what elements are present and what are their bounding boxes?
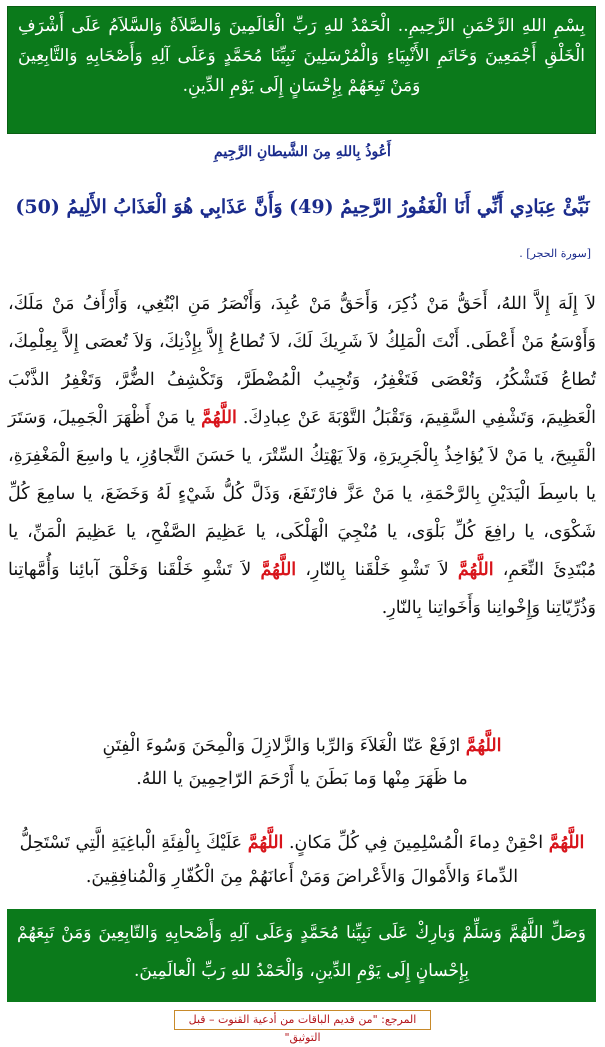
allahumma-highlight: اللَّهُمَّ [548,833,585,853]
main-paragraph-4: لاَ تَشْوِ خَلْقَنا وَخَلْقَ آبائِنا وَأُمَّهاتِنا وَذُرِّيّاتِنا وَإِخْوانِنا وَأَخَواتِنا بِالنّارِ. [8,560,596,618]
intro-banner [7,6,596,134]
main-supplication [8,285,596,627]
dua-protection-text-2: عَلَيْكَ بِالْفِئَةِ الْباغِيَةِ الَّتِي تَسْتَحِلُّ الدِّماءَ وَالأَمْوالَ وَالأَعْراضَ وَمَنْ أَعانَهُمْ مِنَ الْكُفّارِ وَالْمُنافِقِينَ. [19,833,519,887]
istiadha-line: أَعُوذُ بِاللهِ مِنَ الشَّيطانِ الرَّجِيمِ [214,144,391,160]
allahumma-highlight: اللَّهُمَّ [247,833,284,853]
allahumma-highlight: اللَّهُمَّ [201,408,237,428]
dua-protection-text-1: احْقِنْ دِماءَ الْمُسْلِمِينَ فِي كُلِّ مَكانٍ. [288,833,544,853]
dua-relief [8,730,596,796]
dua-relief-line-1 [8,730,596,763]
closing-banner [7,909,596,1002]
main-paragraph-1: لاَ إِلَهَ إِلاَّ اللهُ، أَحَقُّ مَنْ ذُكِرَ، وَأَحَقُّ مَنْ عُبِدَ، وَأَنْصَرُ مَنِ ابْتُغِي، وَأَرْأَفُ مَنْ مَلَكَ، وَأَوْسَعُ مَنْ أَعْطَى. أَنْتَ الْمَلِكُ لاَ شَرِيكَ لَكَ، لاَ تُطاعُ إِلاَّ بِإِذْنِكَ، وَلاَ تُعصَى إِلاَّ بِعِلْمِكَ، تُطاعُ فَتَشْكُرُ، وَتُعْصَى فَتَغْفِرُ، وَتُجِيبُ الْمُضْطَرَّ، وَتَكْشِفُ الضُّرَّ، وَتَغْفِرُ الذَّنْبَ الْعَظِيمَ، وَتَشْفِي السَّقِيمَ، وَتَقْبَلُ التَّوْبَةَ عَنْ عِبادِكَ. [8,294,596,428]
source-reference: المرجع: "من قديم الباقات من أدعية القنوت – قبل التوثيق" [174,1010,431,1030]
allahumma-highlight: اللَّهُمَّ [457,560,494,580]
allahumma-highlight: اللَّهُمَّ [260,560,297,580]
dua-relief-line-2: ما ظَهَرَ مِنْها وَما بَطَنَ يا أَرْحَمَ الرّاحِمِينَ يا اللهُ. [136,769,468,789]
quran-verse: نَبِّئْ عِبَادِي أَنِّي أَنَا الْغَفُورُ الرَّحِيمُ (49) وَأَنَّ عَذَابِي هُوَ الْعَذَابُ الأَلِيمُ (50) [15,196,590,218]
surah-reference: [سورة الحجر] . [519,247,591,260]
closing-text: وَصَلِّ اللَّهُمَّ وَسَلِّمْ وَبارِكْ عَلَى نَبِيِّنا مُحَمَّدٍ وَعَلَى آلِهِ وَأَصْحابِهِ وَالتّابِعِينَ وَمَنْ تَبِعَهُمْ بِإِحْسانٍ إِلَى يَوْمِ الدِّينِ، وَالْحَمْدُ للهِ رَبِّ الْعالَمِينَ. [17,923,586,981]
main-paragraph-3: لاَ تَشْوِ خَلْقَنا بِالنّارِ، [305,560,449,580]
intro-text: بِسْمِ اللهِ الرَّحْمَنِ الرَّحِيمِ.. الْحَمْدُ للهِ رَبِّ الْعَالَمِينَ وَالصَّلاَةُ وَالسَّلاَمُ عَلَى أَشْرَفِ الْخَلْقِ أَجْمَعِينَ وَخَاتَمِ الأَنْبِيَاءِ وَالْمُرْسَلِينَ نَبِيِّنَا مُحَمَّدٍ وَعَلَى آلِهِ وَأَصْحَابِهِ وَالتَّابِعِينَ وَمَنْ تَبِعَهُمْ بِإِحْسَانٍ إِلَى يَوْمِ الدِّينِ. [18,16,585,96]
main-paragraph-2: يا مَنْ أَظْهَرَ الْجَمِيلَ، وَسَتَرَ الْقَبِيحَ، يا مَنْ لاَ يُؤاخِذُ بِالْجَرِيرَةِ، وَلاَ يَهْتِكُ السِّتْرَ، يا حَسَنَ التَّجاوُزِ، يا واسِعَ الْمَغْفِرَةِ، يا باسِطَ الْيَدَيْنِ بِالرَّحْمَةِ، يا مَنْ عَزَّ فارْتَفَعَ، وَذَلَّ كُلُّ شَيْءٍ لَهُ وَخَضَعَ، يا سامِعَ كُلِّ شَكْوَى، يا رافِعَ كُلِّ بَلْوَى، يا مُنْجِيَ الْهَلْكَى، يا عَظِيمَ الصَّفْحِ، يا عَظِيمَ الْمَنِّ، يا مُبْتَدِئَ النِّعَمِ، [8,408,596,580]
dua-protection [8,826,596,894]
dua-relief-text-1: ارْفَعْ عَنّا الْغَلاَءَ وَالرِّبا وَالزَّلازِلَ وَالْمِحَنَ وَسُوءَ الْفِتَنِ [102,736,461,756]
allahumma-highlight: اللَّهُمَّ [465,736,502,756]
